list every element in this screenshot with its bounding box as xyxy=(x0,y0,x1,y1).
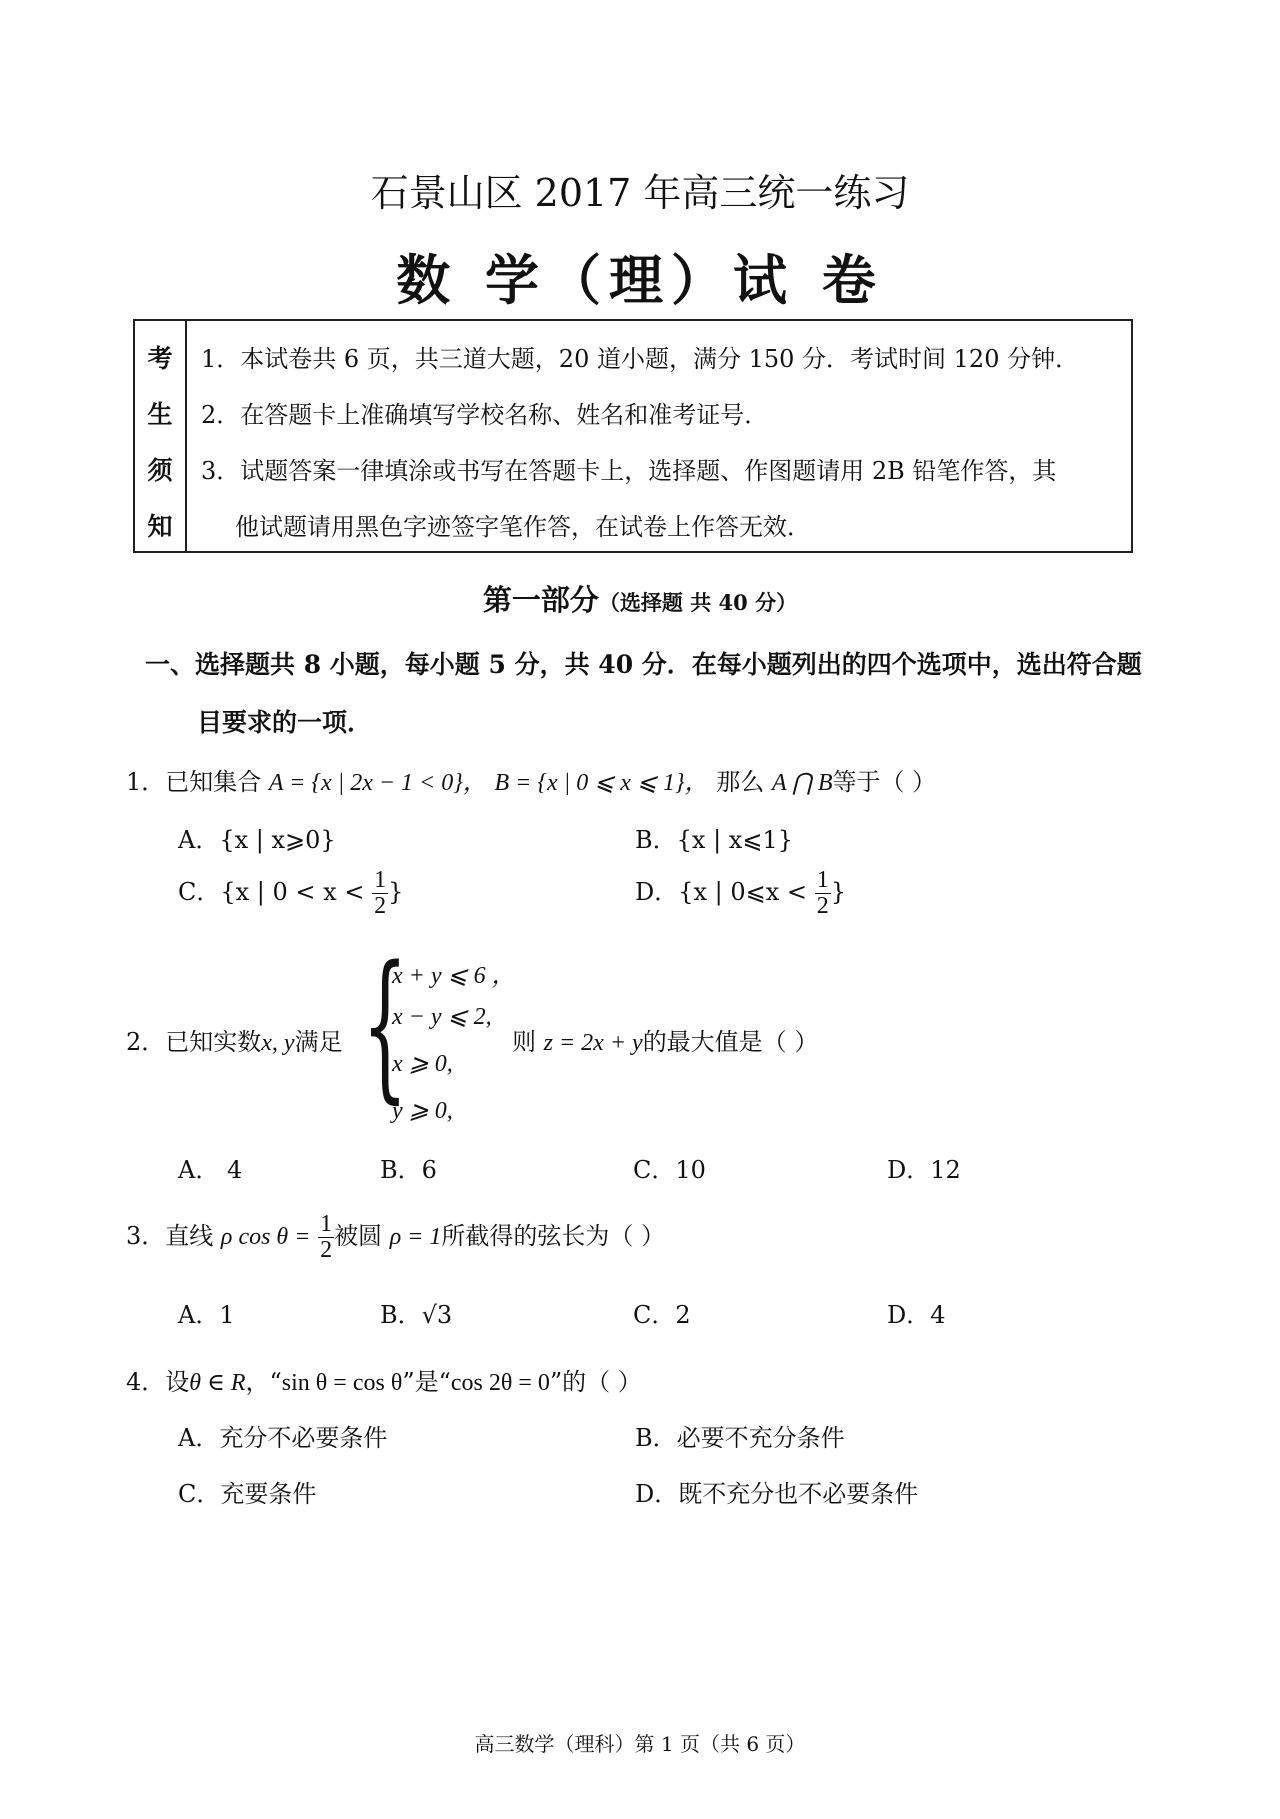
question-text: ”的（ ） xyxy=(549,1368,642,1396)
option-b: B．必要不充分条件 xyxy=(635,1424,845,1452)
fraction xyxy=(815,868,831,919)
question-text: 设 xyxy=(165,1368,190,1396)
question-text: 那么 xyxy=(716,768,765,796)
math-expression: ρ cos θ = xyxy=(220,1224,311,1251)
notice-line: 2．在答题卡上准确填写学校名称、姓名和准考证号． xyxy=(201,401,769,429)
math-expression: A ⋂ B xyxy=(771,770,833,796)
question-text: 等于（ ） xyxy=(832,768,937,796)
notice-line: 3．试题答案一律填涂或书写在答题卡上，选择题、作图题请用 2B 铅笔作答，其 xyxy=(201,457,1057,485)
option-text: } xyxy=(388,878,404,907)
part-one-title: 第一部分 xyxy=(482,583,599,617)
notice-heading-char: 知 xyxy=(147,512,173,541)
instruction-line: 一、选择题共 8 小题，每小题 5 分，共 40 分．在每小题列出的四个选项中，选出符合题 xyxy=(145,650,1142,679)
exam-title: 石景山区 2017 年高三统一练习 xyxy=(370,171,910,215)
math-expression: ρ = 1 xyxy=(389,1224,442,1251)
instruction-line: 目要求的一项． xyxy=(197,708,373,737)
question-text: 被圆 xyxy=(334,1222,383,1251)
option-text: C．{x | 0 < x < xyxy=(178,878,365,907)
fraction-numerator: 1 xyxy=(816,867,829,893)
option-text: D．{x | 0⩽x < xyxy=(635,878,808,907)
option-c: C．2 xyxy=(633,1301,691,1329)
option-c xyxy=(178,868,403,919)
fraction xyxy=(372,868,388,919)
math-expression: x, y xyxy=(261,1030,295,1056)
fraction-denominator: 2 xyxy=(374,893,387,920)
constraint-line: x ⩾ 0, xyxy=(392,1051,453,1077)
option-b: B．6 xyxy=(380,1156,437,1184)
question-text: 已知实数 xyxy=(165,1028,262,1056)
notice-heading-char: 考 xyxy=(147,344,173,373)
question-2-stem xyxy=(126,1022,343,1057)
option-d: D．既不充分也不必要条件 xyxy=(635,1480,919,1508)
option-a: A．1 xyxy=(178,1301,235,1329)
question-text: 则 xyxy=(512,1028,536,1056)
option-a: A． 4 xyxy=(178,1156,243,1184)
option-a: A．{x | x⩾0} xyxy=(178,826,336,854)
question-text: 所截得的弦长为（ ） xyxy=(441,1222,666,1251)
math-expression: cos 2θ = 0 xyxy=(450,1370,550,1396)
math-expression: z = 2x + y xyxy=(543,1030,643,1056)
notice-heading-char: 生 xyxy=(147,400,173,429)
option-d: D．4 xyxy=(887,1301,946,1329)
notice-heading-char: 须 xyxy=(147,456,173,485)
question-4-stem xyxy=(126,1362,642,1397)
fraction xyxy=(318,1212,334,1263)
fraction-numerator: 1 xyxy=(374,867,387,893)
question-text: 的最大值是（ ） xyxy=(642,1028,819,1056)
math-expression: sin θ = cos θ xyxy=(281,1370,403,1396)
question-text: 满足 xyxy=(294,1028,343,1056)
option-b: B．{x | x⩽1} xyxy=(635,826,793,854)
fraction-numerator: 1 xyxy=(320,1211,333,1237)
option-c: C．10 xyxy=(633,1156,706,1184)
fraction-denominator: 2 xyxy=(816,893,829,920)
fraction-denominator: 2 xyxy=(320,1237,333,1264)
option-a: A．充分不必要条件 xyxy=(178,1424,388,1452)
option-text: } xyxy=(830,878,846,907)
question-text: ”是“ xyxy=(402,1368,451,1396)
constraint-line: y ⩾ 0, xyxy=(392,1098,453,1124)
notice-line: 1．本试卷共 6 页，共三道大题，20 道小题，满分 150 分．考试时间 120 分钟． xyxy=(201,345,1080,373)
option-b: B．√3 xyxy=(380,1301,453,1329)
math-expression: θ ∈ R xyxy=(189,1370,246,1396)
question-text: ，“ xyxy=(245,1368,282,1396)
question-number: 2． xyxy=(126,1028,166,1056)
candidate-notice-box xyxy=(133,319,1133,553)
option-d: D．12 xyxy=(887,1156,961,1184)
question-number: 3． xyxy=(126,1222,166,1251)
exam-subject-title: 数 学（理）试 卷 xyxy=(396,248,884,312)
page-footer: 高三数学（理科）第 1 页（共 6 页） xyxy=(474,1732,806,1756)
math-expression: B = {x | 0 ⩽ x ⩽ 1}， xyxy=(494,770,709,796)
part-one-subtitle: （选择题 共 40 分） xyxy=(598,590,798,615)
constraint-brace: { xyxy=(362,931,408,1118)
math-expression: A = {x | 2x − 1 < 0}， xyxy=(268,770,487,796)
constraint-line: x − y ⩽ 2, xyxy=(392,1004,492,1030)
option-d xyxy=(635,868,846,919)
notice-heading-column xyxy=(135,321,187,551)
part-one-heading xyxy=(0,578,1280,619)
question-1-stem xyxy=(126,762,936,797)
question-number: 1． xyxy=(126,768,166,796)
question-text: 已知集合 xyxy=(165,768,262,796)
constraint-line: x + y ⩽ 6 ， xyxy=(392,963,516,989)
notice-line: 他试题请用黑色字迹签字笔作答，在试卷上作答无效． xyxy=(235,513,811,541)
question-3-stem xyxy=(126,1212,665,1263)
question-number: 4． xyxy=(126,1368,166,1396)
option-c: C．充要条件 xyxy=(178,1480,317,1508)
question-text: 直线 xyxy=(165,1222,214,1251)
question-2-stem-cont xyxy=(512,1022,818,1057)
